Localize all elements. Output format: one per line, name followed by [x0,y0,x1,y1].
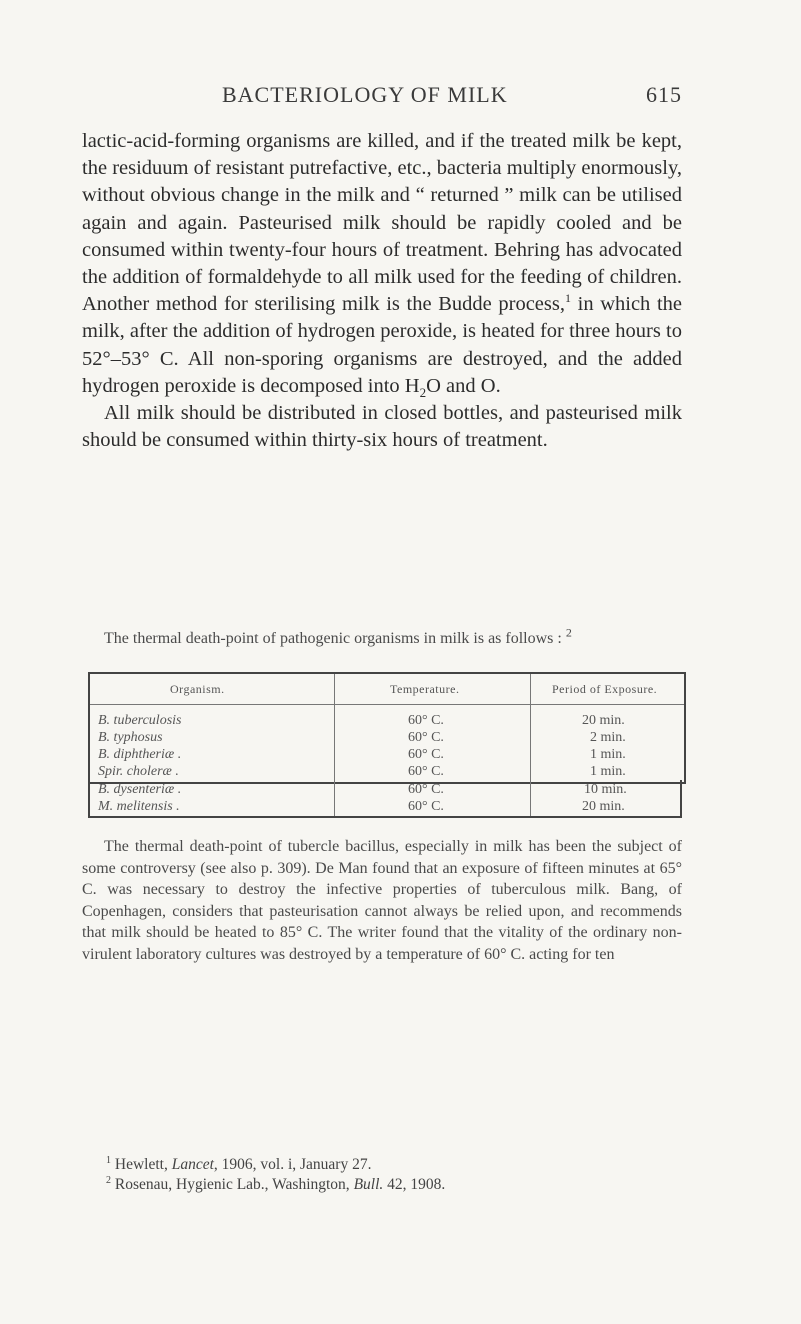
header-organism: Organism. [170,682,225,696]
paragraph-2: All milk should be distributed in closed bottles, and pasteurised milk should be consumed within thirty-six hours of treatment. [82,402,682,452]
footnote-text: 42, 1908. [383,1176,446,1193]
header-period: Period of Exposure. [552,682,658,696]
table-cell-temp: 60° C. [408,730,444,745]
table-divider [530,780,531,816]
table-cell-period: 1 min. [590,747,626,762]
table-cell-temp: 60° C. [408,799,444,814]
footnote-text: Rosenau, Hygienic Lab., Washington, [114,1176,354,1193]
table-cell-temp: 60° C. [408,713,444,728]
footnote-text: , 1906, vol. i, January 27. [213,1156,372,1173]
table-intro [82,625,682,650]
footnote-mark: 2 [106,1174,111,1186]
main-text [82,128,682,454]
table-cell-organism: B. typhosus [98,730,163,745]
table-header-rule [90,704,684,705]
header-temperature: Temperature. [390,682,460,696]
paragraph-1-end: O and O. [426,374,501,397]
footnote-text: Hewlett, [114,1156,172,1173]
footnote-1 [82,1155,682,1175]
table-divider [334,674,335,782]
footnote-ref-1: 1 [564,291,571,306]
footnote-journal: Bull. [353,1176,384,1193]
footnote-journal: Lancet [171,1156,214,1173]
paragraph-1 [82,128,682,400]
table-cell-organism: B. dysenteriæ . [98,782,182,797]
footnotes [82,1155,682,1195]
running-head-title: BACTERIOLOGY OF MILK [222,82,508,107]
formula-subscript: 2 [419,384,427,400]
table-divider [334,780,335,816]
footnote-ref-2: 2 [565,625,572,640]
table-cell-organism: B. diphtheriæ . [98,747,182,762]
paragraph-1-text: lactic-acid-forming organisms are killed, and if the treated milk be kept, the residuum of resistant putrefactive, etc., bacteria multiply enormously, without obvious change in the milk and “ returned ” milk can be utilised again and again. Pasteurised milk should be rapidly cooled and be consumed within twenty-four hours of treatment. Behring has advocated the addition of formaldehyde to all milk used for the feeding of children. Another method for sterilising milk is the Budde process, [82,130,682,316]
footnote-2 [82,1175,682,1195]
paragraph-4-text: The thermal death-point of tubercle bacillus, especially in milk has been the subject of some controversy (see also p. 309). De Man found that an exposure of fifteen minutes at 65° C. was necessary to destroy the infective properties of tuberculous milk. Bang, of Copenhagen, considers that pasteurisation cannot always be relied upon, and recommends that milk should be heated to 85° C. The writer found that the vitality of the ordinary non-virulent laboratory cultures was destroyed by a temperature of 60° C. acting for ten [82,838,682,963]
table-cell-organism: Spir. choleræ . [98,764,179,779]
paragraph-1-continued: in which the milk, after the addition of hydrogen peroxide, is heated for three hours to 52°–53° C. All non-sporing organisms are destroyed, and the added hydrogen peroxide is decomposed into H [82,293,682,397]
thermal-death-point-table [88,672,686,784]
table-cell-period: 20 min. [582,799,625,814]
table-cell-period: 10 min. [584,782,627,797]
table-cell-period: 2 min. [590,730,626,745]
table-cell-period: 20 min. [582,713,625,728]
footnote-mark: 1 [106,1154,111,1166]
table-cell-organism: B. tuberculosis [98,713,182,728]
thermal-death-point-table-continued [88,780,682,818]
table-cell-period: 1 min. [590,764,626,779]
running-head [82,82,682,112]
table-cell-temp: 60° C. [408,782,444,797]
table-intro-text: The thermal death-point of pathogenic organisms in milk is as follows : [104,630,562,647]
paragraph-4 [82,836,682,965]
table-divider [530,674,531,782]
table-cell-temp: 60° C. [408,764,444,779]
table-cell-organism: M. melitensis . [98,799,180,814]
table-cell-temp: 60° C. [408,747,444,762]
page-number: 615 [646,82,682,107]
